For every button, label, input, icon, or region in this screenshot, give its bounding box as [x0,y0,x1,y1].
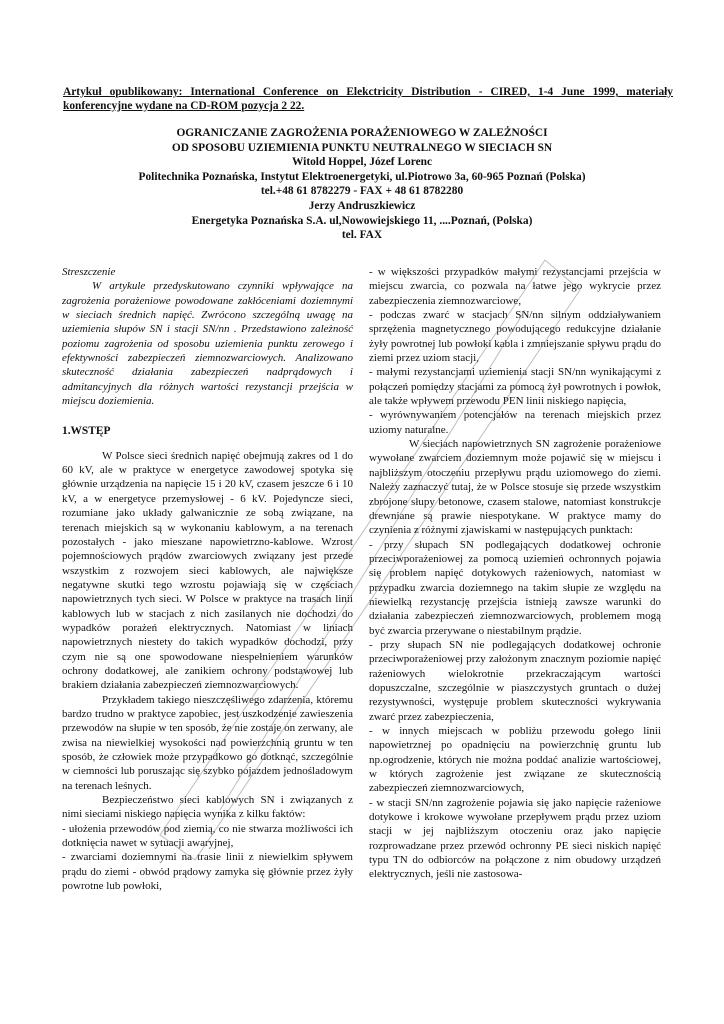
title-line-1: OGRANICZANIE ZAGROŻENIA PORAŻENIOWEGO W ZALEŻNOŚCI [176,127,548,139]
list-item: - podczas zwarć w stacjach SN/nn silnym oddziaływaniem sprzężenia magnetycznego powodującego redukcyjne działanie żyły powrotnej lub powłoki kabla i zmniejszanie spływu prądu do ziemi przez uziom stacji, [369,309,661,365]
paragraph: Bezpieczeństwo sieci kablowych SN i związanych z nimi sieciami niskiego napięcia wynika z kilku faktów: [62,794,353,821]
authors-line-1: Witold Hoppel, Józef Lorenc [291,156,433,169]
affiliation-line-1: Politechnika Poznańska, Instytut Elektroenergetyki, ul.Piotrowo 3a, 60-965 Poznań (Polska) [138,170,586,183]
list-item: - przy słupach SN nie podlegających dodatkowej ochronie przeciwporażeniowej przy założonym znacznym poziomie napięć rażeniowych wielokrotnie przekraczającym wartości dopuszczalne, szczególnie w piaszczystych gruntach o dużej rezystywności, występuje problem skuteczności wykrywania zwarć przez zabezpieczenia, [369,638,661,723]
affiliation-line-2: Energetyka Poznańska S.A. ul,Nowowiejskiego 11, ....Poznań, (Polska) [191,214,533,227]
list-item: - wyrównywaniem potencjałów na terenach miejskich przez uziomy naturalne. [369,409,661,436]
section-heading: 1.WSTĘP [62,425,111,438]
authors-line-2: Jerzy Andruszkiewicz [308,199,416,212]
paragraph: W sieciach napowietrznych SN zagrożenie porażeniowe wywołane zwarciem doziemnym może pojawić się w miejscu i najbliższym otoczeniu przepływu prądu uziomowego do ziemi. Należy zaznaczyć tutaj, że w Polsce stosuje się przede wszystkim zbrojone słupy betonowe, czasem stalowe, natomiast konstrukcje drewniane są prawie niespotykane. W praktyce mamy do czynienia z różnymi zjawiskami w następujących punktach: [369,438,661,537]
right-column [369,265,661,882]
paragraph: Przykładem takiego nieszczęśliwego zdarzenia, któremu bardzo trudno w praktyce zapobiec, jest uszkodzenie zawieszenia przewodów na słupie w ten sposób, że nie zostaje on zerwany, ale zwisa na niewielkiej wysokości nad powierzchnią gruntu w ten sposób, że człowiek może przypadkowo go dotknąć, szczególnie w ciemności lub poruszając się szybko pojazdem jednośladowym na terenach leśnych. [62,693,353,792]
list-item: - w innych miejscach w pobliżu przewodu gołego linii napowietrznej po opadnięciu na powierzchnię gruntu lub np.ogrodzenie, których nie można poddać analizie wartościowej, w których zagrożenie jest związane ze skutecznością zabezpieczeń ziemnozwarciowych, [369,725,661,795]
list-item: - małymi rezystancjami uziemienia stacji SN/nn wynikającymi z połączeń pomiędzy stacjami za pomocą żył powrotnych i powłok, ale także wpływem przewodu PEN linii niskiego napięcia, [369,366,661,408]
list-item: - ułożenia przewodów pod ziemią, co nie stwarza możliwości ich dotknięcia nawet w sytuacji awaryjnej, [62,822,353,850]
title-line-2: OD SPOSOBU UZIEMIENIA PUNKTU NEUTRALNEGO W SIECIACH SN [171,141,553,154]
list-item: - zwarciami doziemnymi na trasie linii z niewielkim spływem prądu do ziemi - obwód prądowy zamyka się głównie przez żyły powrotne lub powłoki, [62,851,353,893]
left-column [62,265,353,893]
abstract-text: W artykule przedyskutowano czynniki wpływające na zagrożenia porażeniowe powodowane zakłóceniami doziemnymi w sieciach średnich napięć. Zwrócono szczególną uwagę na uziemienia słupów SN i stacji SN/nn . Przedstawiono zależność poziomu zagrożenia od sposobu uziemienia punktu zerowego i efektywności zabezpieczeń ziemnozwarciowych. Analizowano skuteczność działania zabezpieczeń nadprądowych i admitancyjnych dla różnych wartości rezystancji przejścia w miejscu doziemienia. [62,280,353,408]
list-item: - przy słupach SN podlegających dodatkowej ochronie przeciwporażeniowej za pomocą uziemień ochronnych pojawia się problem napięć dotykowych rażeniowych, natomiast w przypadku zwarcia doziemnego na takim słupie ze względu na niewielką rezystancję przejścia istnieją zawsze warunki do działania zabezpieczeń ziemnozwarciowych, problemem mogą być zwarcia przerywane o niestabilnym prądzie. [369,538,661,637]
list-item: - w stacji SN/nn zagrożenie pojawia się jako napięcie rażeniowe dotykowe i krokowe wywołane przepływem prądu przez uziom stacji w jej najbliższym otoczeniu oraz jako napięcie rozprowadzane przez przewód ochronny PE sieci niskich napięć typu TN do odbiorców na połączone z nim obudowy urządzeń elektrycznych, jeśli nie zastosowa- [369,796,661,881]
abstract-title: Streszczenie [62,266,116,278]
contact-line-1: tel.+48 61 8782279 - FAX + 48 61 8782280 [260,185,464,198]
paper-header [40,126,684,243]
list-item: - w większości przypadków małymi rezystancjami przejścia w miejscu zwarcia, co pozwala na łatwe jego wykrycie przez zabezpieczenia ziemnozwarciowe, [369,266,661,307]
publication-note: Artykuł opublikowany: International Conference on Elekctricity Distribution - CIRED, 1-4 June 1999, materiały konferencyjne wydane na CD-ROM pozycja 2 22. [63,86,673,112]
contact-line-2: tel. FAX [341,229,383,242]
paragraph: W Polsce sieci średnich napięć obejmują zakres od 1 do 60 kV, ale w praktyce w energetyce zawodowej spotyka się głównie urządzenia na napięcie 15 i 20 kV, czasem jeszcze 6 i 10 kV, a w energetyce przemysłowej - 6 kV. Pojedyncze sieci, rozumiane jako układy galwanicznie ze sobą związane, na terenach miejskich są w wykonaniu kablowym, a na terenach pozostałych - jako mieszane napowietrzno-kablowe. Wzrost pojemnościowych prądów zwarciowych związany jest przede wszystkim z rozwojem sieci kablowych, ale największe negatywne skutki tego wzrostu pojawiają się w częściach napowietrznych tych sieci. W Polsce w praktyce na trasach linii kablowych lub w stacjach z nich zasilanych nie dochodzi do wypadków porażeń elektrycznych. Natomiast w liniach napowietrznych niestety do takich wypadków dochodzi, przy czym nie są one spowodowane niespełnieniem warunków ochrony dodatkowej, ale zanikiem ochrony podstawowej lub brakiem działania zabezpieczeń ziemnozwarciowych. [62,449,353,692]
